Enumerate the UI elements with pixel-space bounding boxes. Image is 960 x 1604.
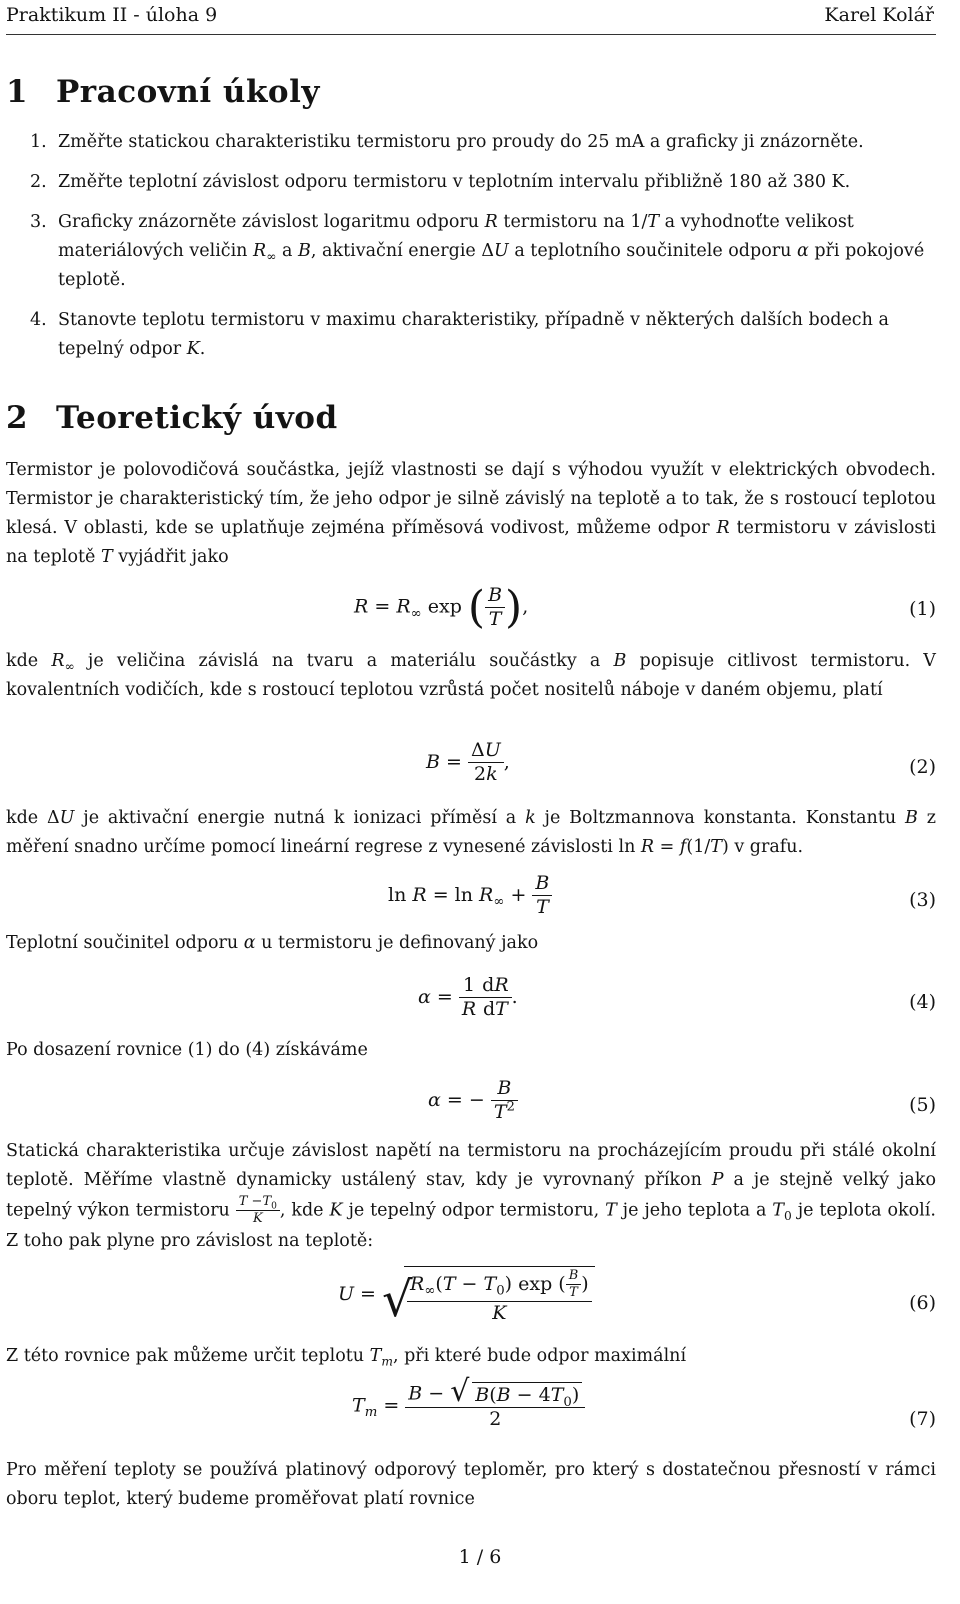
task-number: 3.: [30, 212, 47, 232]
task-text: Změřte statickou charakteristiku termistoru pro proudy do 25 mA a graficky ji znázorněte.: [58, 132, 864, 152]
paragraph: [6, 1036, 936, 1065]
paragraph-text: u termistoru je definovaný jako: [261, 933, 539, 953]
task-item: 4. Stanovte teplotu termistoru v maximu charakteristiky, případně v některých dalších bodech a tepelný odpor K.: [30, 306, 936, 364]
section-title-2: [6, 400, 338, 436]
task-item: [30, 168, 936, 197]
paragraph-text: je teplota okolí. Z toho pak plyne pro závislost na teplotě:: [6, 1200, 936, 1251]
paragraph-text: z měření snadno určíme pomocí lineární regrese z vynesené závislosti ln: [6, 808, 936, 857]
task-text: termistoru na 1/: [503, 212, 648, 232]
task-item: 3. Graficky znázorněte závislost logaritmu odporu R termistoru na 1/T a vyhodnoťte velikost materiálových veličin $R_\infty$ a B, aktivační energie ΔU a teplotního součinitele odporu α při pokojové teplotě.: [30, 208, 936, 295]
section-title-text: Pracovní úkoly: [56, 74, 320, 110]
equation-7: $T_m$ = B − √ $B(B - 4T_0)$ 2 (7): [352, 1373, 936, 1430]
equation-2: B = $\frac{\Delta U}{2k}$ , (2): [426, 739, 936, 785]
task-list: [30, 128, 936, 375]
header-left: Praktikum II - úloha 9: [6, 4, 218, 26]
equation-number: (2): [909, 756, 936, 778]
equation-5: α = − $\frac{B}{T^2}$ (5): [428, 1077, 936, 1123]
equation-number: (3): [909, 889, 936, 911]
paragraph-text: Pro měření teploty se používá platinový odporový teploměr, pro který s dostatečnou přesností v rámci oboru teplot, který budeme proměřovat platí rovnice: [6, 1460, 936, 1509]
equation-3: $\ln R = \ln R_\infty$ + $\frac{B}{T}$ (3): [388, 872, 936, 918]
paragraph-text: a je stejně velký jako tepelný výkon termistoru: [6, 1170, 936, 1221]
task-text: , aktivační energie Δ: [310, 241, 494, 261]
paragraph: Teplotní součinitel odporu α u termistoru je definovaný jako: [6, 933, 539, 953]
paragraph-text: Po dosazení rovnice (1) do (4) získáváme: [6, 1040, 368, 1060]
header-rule: [6, 34, 936, 35]
paragraph-text: popisuje citlivost termistoru. V kovalentních vodičích, kde s rostoucí teplotou vzrůstá počet nositelů náboje v daném objemu, platí: [6, 651, 936, 700]
page-number: 1 / 6: [458, 1546, 502, 1568]
paragraph-text: kde: [6, 651, 39, 671]
equation-number: (6): [909, 1292, 936, 1314]
equation-number: (1): [909, 598, 936, 620]
task-number: 2.: [30, 172, 47, 192]
paragraph-text: je aktivační energie nutná k ionizaci příměsí a: [83, 808, 517, 828]
equation-number: (7): [909, 1408, 936, 1430]
task-text: Graficky znázorněte závislost logaritmu odporu: [58, 212, 480, 232]
header-right: Karel Kolář: [824, 4, 934, 26]
paragraph-text: vyjádřit jako: [118, 547, 229, 567]
paragraph-text: Z této rovnice pak můžeme určit teplotu: [6, 1346, 365, 1366]
section-title-1: [6, 74, 320, 110]
task-text: při pokojové teplotě.: [58, 241, 925, 290]
equation-4: α = $\frac{1}{R}$ $\frac{dR}{dT}$ . (4): [418, 974, 936, 1020]
paragraph-text: je tepelný odpor termistoru,: [348, 1200, 600, 1221]
paragraph-text: je Boltzmannova konstanta. Konstantu: [544, 808, 897, 828]
section-number: 2: [6, 400, 29, 436]
paragraph: kde ΔU je aktivační energie nutná k ionizaci příměsí a k je Boltzmannova konstanta. Konstantu B z měření snadno určíme pomocí lineární regrese z vynesené závislosti ln R = f(1/T) v grafu.: [6, 808, 936, 857]
task-text: a teplotního součinitele odporu: [514, 241, 792, 261]
section-number: 1: [6, 74, 29, 110]
task-text: Stanovte teplotu termistoru v maximu charakteristiky, případně v některých dalších bodech a tepelný odpor: [58, 310, 889, 359]
equation-1: $R = R_\infty$ exp ( $\frac{B}{T}$ ), (1): [354, 582, 936, 633]
task-text: Změřte teplotní závislost odporu termistoru v teplotním intervalu přibližně 180 až 380 K.: [58, 172, 851, 192]
paragraph: Termistor je polovodičová součástka, jejíž vlastnosti se dají s výhodou využít v elektrických obvodech. Termistor je charakteristický tím, že jeho odpor je silně závislý na teplotě a to tak, že s rostoucí teplotou klesá. V oblasti, kde se uplatňuje zejména příměsová vodivost, můžeme odpor R termistoru v závislosti na teplotě T vyjádřit jako: [6, 460, 936, 567]
paragraph-text: kde Δ: [6, 808, 60, 828]
paragraph-text: Statická charakteristika určuje závislost napětí na termistoru na procházejícím proudu při stálé okolní teplotě. Měříme vlastně dynamicky ustálený stav, kdy je vyrovnaný příkon: [6, 1141, 936, 1190]
task-item: [30, 128, 936, 157]
paragraph: Z této rovnice pak můžeme určit teplotu $T_m$, při které bude odpor maximální: [6, 1346, 687, 1369]
equation-6: U = √ $R_\infty(T - T_0)$ exp ( $\frac{B}{T}$ ) K (6): [338, 1268, 936, 1329]
paragraph-text: je jeho teplota a: [622, 1200, 767, 1221]
task-text: a: [282, 241, 293, 261]
paragraph: kde $R_\infty$ je veličina závislá na tvaru a materiálu součástky a B popisuje citlivost termistoru. V kovalentních vodičích, kde s rostoucí teplotou vzrůstá počet nositelů náboje v daném objemu, platí: [6, 651, 936, 700]
equation-number: (4): [909, 991, 936, 1013]
task-number: 1.: [30, 132, 47, 152]
paragraph-text: Teplotní součinitel odporu: [6, 933, 239, 953]
paragraph-text: termistoru v závislosti na teplotě: [6, 518, 936, 567]
task-number: 4.: [30, 310, 47, 330]
paragraph-text: Termistor je polovodičová součástka, jejíž vlastnosti se dají s výhodou využít v elektrických obvodech. Termistor je charakteristický tím, že jeho odpor je silně závislý na teplotě a to tak, že s rostoucí teplotou klesá. V oblasti, kde se uplatňuje zejména příměsová vodivost, můžeme odpor: [6, 460, 936, 538]
paragraph: [6, 1456, 936, 1514]
equation-number: (5): [909, 1094, 936, 1116]
paragraph-text: , při které bude odpor maximální: [392, 1346, 687, 1366]
paragraph-text: , kde: [279, 1200, 324, 1221]
task-text: a vyhodnoťte velikost materiálových veličin: [58, 212, 854, 261]
paragraph: Statická charakteristika určuje závislost napětí na termistoru na procházejícím proudu při stálé okolní teplotě. Měříme vlastně dynamicky ustálený stav, kdy je vyrovnaný příkon P a je stejně velký jako tepelný výkon termistoru $\frac{T -T_0}{K}$ , kde K je tepelný odpor termistoru, T je jeho teplota a $T_0$ je teplota okolí. Z toho pak plyne pro závislost na teplotě:: [6, 1141, 936, 1251]
task-text: .: [199, 339, 206, 359]
section-title-text: Teoretický úvod: [56, 400, 338, 436]
paragraph-text: v grafu.: [734, 837, 804, 857]
paragraph-text: je veličina závislá na tvaru a materiálu součástky a: [87, 651, 601, 671]
